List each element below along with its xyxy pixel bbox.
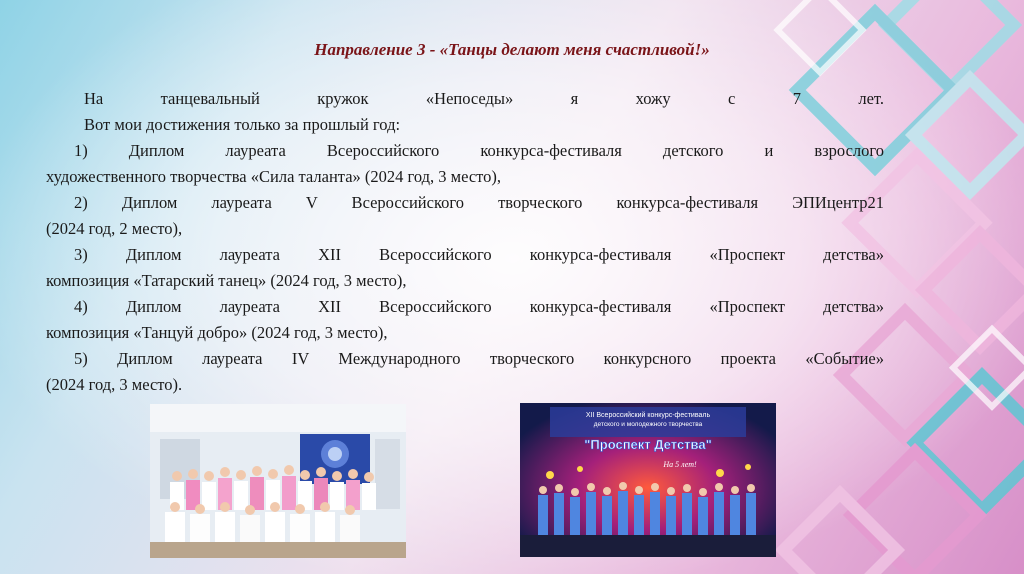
achievement-line: 1) Диплом лауреата Всероссийского конкурса-фестиваля детского и взрослого	[74, 141, 884, 160]
achievement-line: художественного творчества «Сила таланта» (2024 год, 3 место),	[46, 167, 502, 186]
achievement-line: (2024 год, 3 место).	[46, 375, 183, 394]
slide-body	[46, 86, 884, 398]
achievement-line: 5) Диплом лауреата IV Международного творческого конкурсного проекта «Событие»	[74, 349, 884, 368]
achievement-line: композиция «Татарский танец» (2024 год, 3 место),	[46, 271, 407, 290]
banner-title: "Проспект Детства"	[584, 437, 712, 452]
achievement-line: композиция «Танцуй добро» (2024 год, 3 место),	[46, 323, 388, 342]
banner-line-1: XII Всероссийский конкурс-фестиваль	[585, 412, 711, 419]
achievement-line: (2024 год, 2 место),	[46, 219, 183, 238]
banner-line-2: детского и молодежного творчества	[593, 421, 703, 428]
intro-line: На танцевальный кружок «Непоседы» я хожу с 7 лет.	[84, 89, 884, 108]
intro-line: Вот мои достижения только за прошлый год:	[84, 115, 401, 134]
photo-group-costumes	[150, 404, 406, 558]
achievement-line: 4) Диплом лауреата XII Всероссийского конкурса-фестиваля «Проспект детства»	[74, 297, 884, 316]
achievement-line: 3) Диплом лауреата XII Всероссийского конкурса-фестиваля «Проспект детства»	[74, 245, 884, 264]
slide-title: Направление 3 - «Танцы делают меня счастливой!»	[314, 40, 710, 59]
photo-stage-performance	[520, 403, 776, 557]
achievement-line: 2) Диплом лауреата V Всероссийского творческого конкурса-фестиваля ЭПИцентр21	[74, 193, 884, 212]
banner-script: На 5 лет!	[663, 460, 697, 469]
